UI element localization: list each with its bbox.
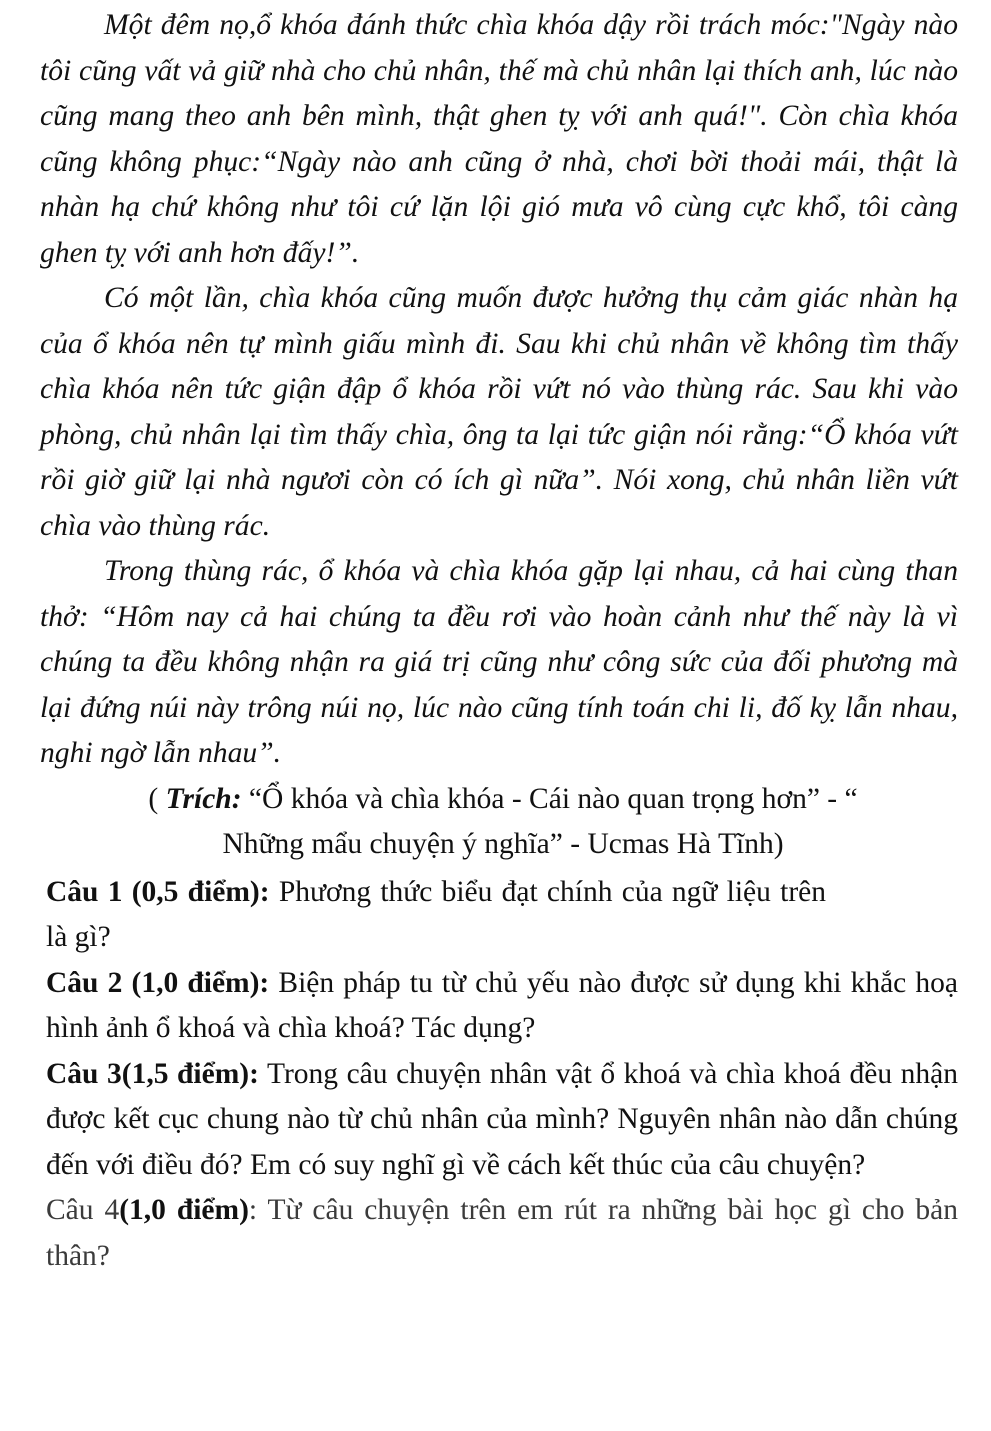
- document-page: [40, 0, 958, 1279]
- question-1: [40, 870, 826, 961]
- question-2-text: Biện pháp tu từ chủ yếu nào được sử dụng khi khắc hoạ hình ảnh ổ khoá và chìa khoá? Tác dụng?: [46, 966, 958, 1044]
- question-1-text: Phương thức biểu đạt chính của ngữ liệu trên là gì?: [46, 875, 826, 953]
- question-4-label: (1,0 điểm): [119, 1194, 249, 1226]
- question-3-label: Câu 3(1,5 điểm):: [46, 1057, 259, 1090]
- source-line-1: ( Trích: “Ổ khóa và chìa khóa - Cái nào quan trọng hơn” - “: [148, 782, 858, 815]
- question-2: [40, 961, 958, 1052]
- question-4: [40, 1188, 958, 1279]
- story-paragraph-2: Có một lần, chìa khóa cũng muốn được hưởng thụ cảm giác nhàn hạ của ổ khóa nên tự mình giấu mình đi. Sau khi chủ nhân về không tìm thấy chìa khóa nên tức giận đập ổ khóa rồi vứt nó vào thùng rác. Sau khi vào phòng, chủ nhân lại tìm thấy chìa, ông ta lại tức giận nói rằng:“Ổ khóa vứt rồi giờ giữ lại nhà ngươi còn có ích gì nữa”. Nói xong, chủ nhân liền vứt chìa vào thùng rác.: [40, 282, 958, 542]
- source-line-2: Những mẩu chuyện ý nghĩa” - Ucmas Hà Tĩnh): [222, 827, 784, 860]
- question-3: [40, 1052, 958, 1189]
- source-label: Trích:: [165, 782, 242, 815]
- source-citation: [40, 777, 958, 867]
- story-paragraph-3: Trong thùng rác, ổ khóa và chìa khóa gặp lại nhau, cả hai cùng than thở: “Hôm nay cả hai chúng ta đều rơi vào hoàn cảnh như thế này là vì chúng ta đều không nhận ra giá trị cũng như công sức của đối phương mà lại đứng núi này trông núi nọ, lúc nào cũng tính toán chi li, đố kỵ lẫn nhau, nghi ngờ lẫn nhau”.: [40, 555, 958, 769]
- question-1-label: Câu 1 (0,5 điểm):: [46, 875, 270, 908]
- question-3-text: Trong câu chuyện nhân vật ổ khoá và chìa khoá đều nhận được kết cục chung nào từ chủ nhân của mình? Nguyên nhân nào dẫn chúng đến với điều đó? Em có suy nghĩ gì về cách kết thúc của câu chuyện?: [46, 1057, 959, 1181]
- question-2-label: Câu 2 (1,0 điểm):: [46, 966, 270, 999]
- question-4-text: : Từ câu chuyện trên em rút ra những bài học gì cho bản thân?: [46, 1194, 959, 1272]
- question-4-prefix: Câu 4: [46, 1194, 120, 1226]
- story-paragraph-1: Một đêm nọ,ổ khóa đánh thức chìa khóa dậy rồi trách móc:"Ngày nào tôi cũng vất vả giữ nhà cho chủ nhân, thế mà chủ nhân lại thích anh, lúc nào cũng mang theo anh bên mình, thật ghen tỵ với anh quá!". Còn chìa khóa cũng không phục:“Ngày nào anh cũng ở nhà, chơi bời thoải mái, thật là nhàn hạ chứ không như tôi cứ lặn lội gió mưa vô cùng cực khổ, tôi càng ghen tỵ với anh hơn đấy!”.: [40, 9, 958, 269]
